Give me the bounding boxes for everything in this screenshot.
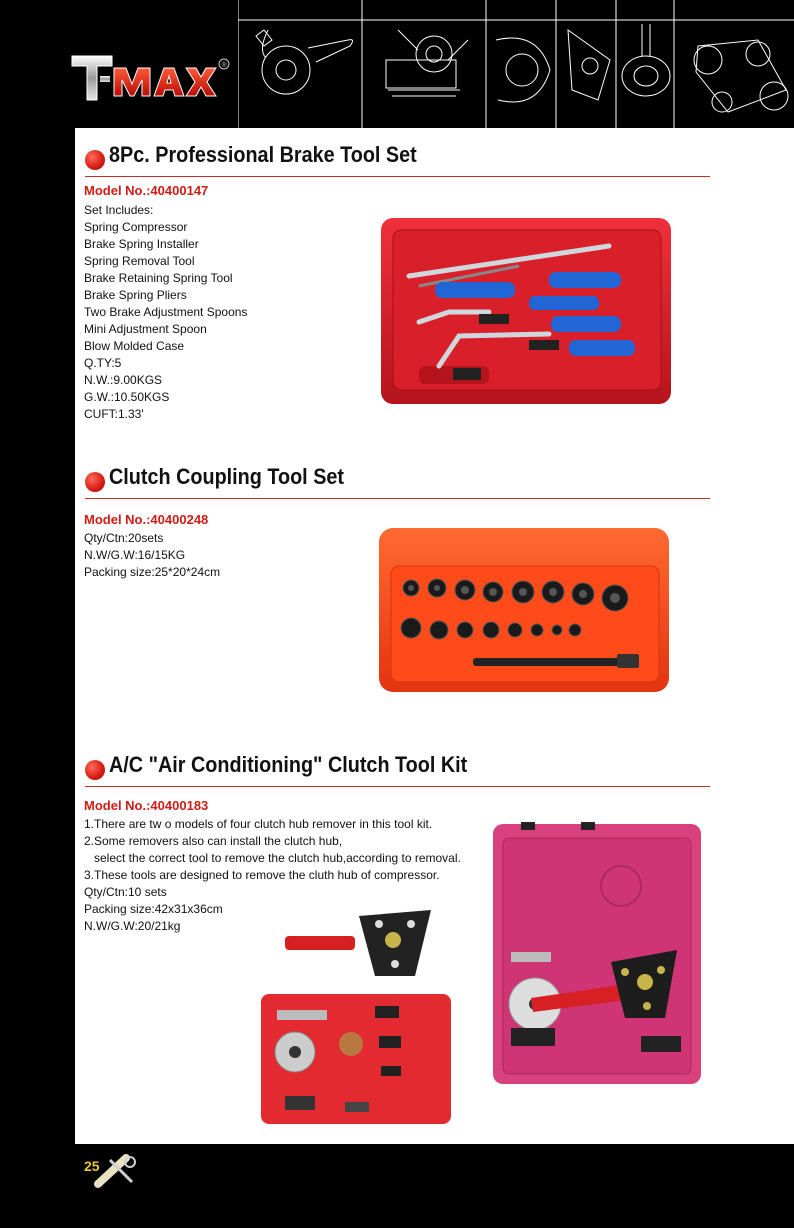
spec-line: CUFT:1.33' — [84, 407, 144, 421]
bullet-icon — [85, 150, 105, 170]
spec-line: Spring Compressor — [84, 220, 188, 234]
spec-line: 2.Some removers also can install the clutch hub, — [84, 834, 343, 848]
spec-line: Blow Molded Case — [84, 339, 185, 353]
registered-mark: ® — [221, 62, 227, 69]
section-title-ac-clutch-kit — [85, 750, 710, 787]
spec-line: 3.These tools are designed to remove the cluth hub of compressor. — [84, 868, 440, 882]
spec-line: N.W/G.W:16/15KG — [84, 548, 186, 562]
brake-tool-set-photo — [379, 216, 675, 406]
spec-line: Brake Spring Installer — [84, 237, 199, 251]
section-title-brake-tool-set — [85, 140, 710, 177]
spec-line: Spring Removal Tool — [84, 254, 195, 268]
spec-list — [84, 202, 247, 423]
brand-logo — [70, 50, 240, 108]
page-header — [0, 0, 794, 128]
spec-list — [84, 530, 220, 581]
spec-line: Brake Spring Pliers — [84, 288, 187, 302]
spec-line: Q.TY:5 — [84, 356, 122, 370]
model-number: Model No.:40400147 — [84, 183, 209, 198]
spec-line: Set Includes: — [84, 203, 154, 217]
spec-line: Qty/Ctn:10 sets — [84, 885, 167, 899]
bullet-icon — [85, 760, 105, 780]
spec-line: N.W/G.W:20/21kg — [84, 919, 181, 933]
spec-line: Packing size:42x31x36cm — [84, 902, 223, 916]
spec-line: Packing size:25*20*24cm — [84, 565, 221, 579]
ac-clutch-tool-small-photo — [255, 906, 455, 1126]
header-illustration-strip — [238, 0, 794, 128]
spec-line: Two Brake Adjustment Spoons — [84, 305, 248, 319]
section-heading: Clutch Coupling Tool Set — [109, 464, 345, 489]
spec-line: Mini Adjustment Spoon — [84, 322, 207, 336]
clutch-coupling-photo — [377, 526, 673, 694]
spec-line: Brake Retaining Spring Tool — [84, 271, 233, 285]
spec-line: N.W.:9.00KGS — [84, 373, 163, 387]
spec-line: Qty/Ctn:20sets — [84, 531, 164, 545]
section-heading: A/C "Air Conditioning" Clutch Tool Kit — [109, 752, 468, 777]
section-title-clutch-coupling — [85, 462, 710, 499]
ac-clutch-tool-case-photo — [491, 822, 703, 1086]
page-number: 25 — [84, 1158, 100, 1174]
model-number: Model No.:40400183 — [84, 798, 209, 813]
spec-line: select the correct tool to remove the clutch hub,according to removal. — [84, 851, 461, 865]
section-heading: 8Pc. Professional Brake Tool Set — [109, 142, 417, 167]
model-number: Model No.:40400248 — [84, 512, 209, 527]
spec-line: G.W.:10.50KGS — [84, 390, 170, 404]
spec-line: 1.There are tw o models of four clutch hub remover in this tool kit. — [84, 817, 433, 831]
content-panel — [75, 128, 794, 1144]
bullet-icon — [85, 472, 105, 492]
